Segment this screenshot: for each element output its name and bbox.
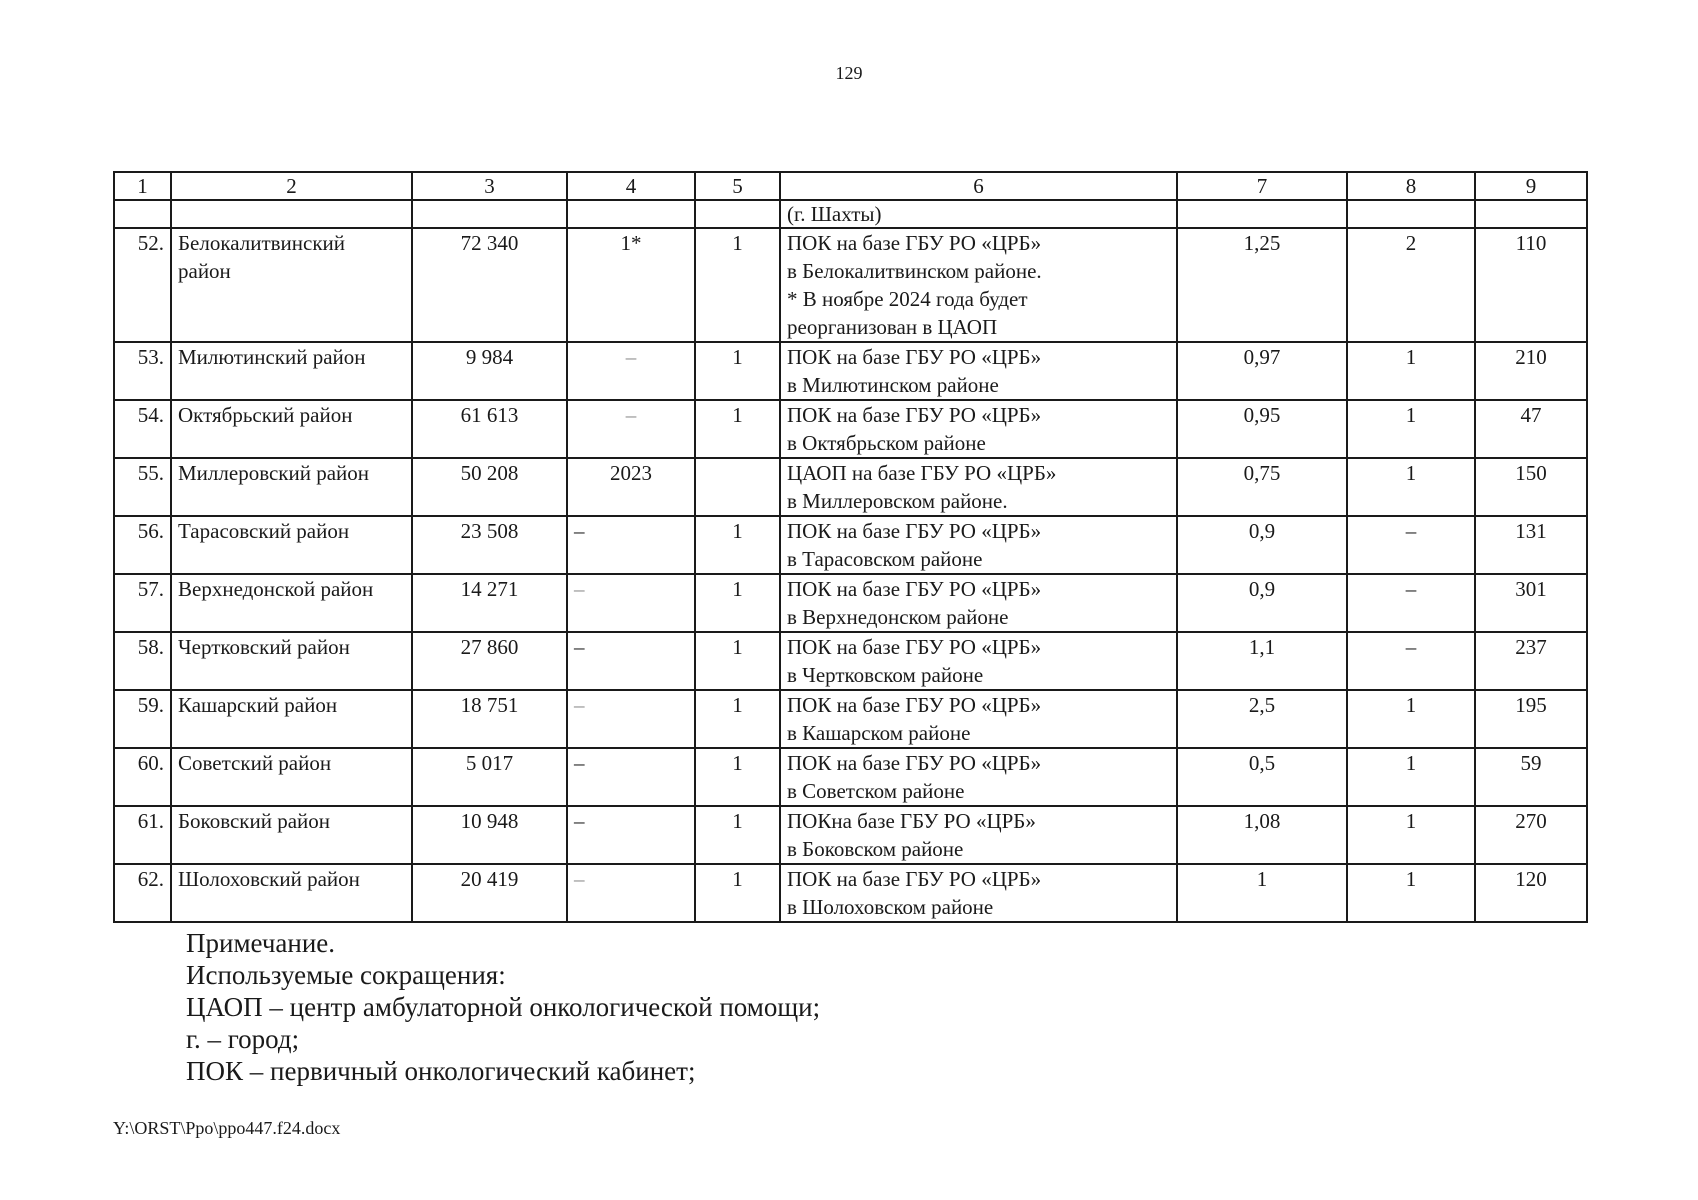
table-cell — [695, 200, 780, 228]
population-cell: 61 613 — [412, 400, 567, 458]
note-block — [186, 927, 820, 1087]
col8-cell: 2 — [1347, 228, 1475, 342]
cell-value: – — [574, 635, 585, 659]
district-cell — [171, 574, 412, 632]
col4-cell — [567, 748, 695, 806]
col5-cell: 1 — [695, 632, 780, 690]
table-cell — [171, 200, 412, 228]
cell-line: Октябрьский район — [178, 403, 353, 427]
cell-value: – — [574, 693, 585, 717]
table-row — [114, 458, 1587, 516]
cell-line: в Советском районе — [787, 779, 965, 803]
header-cell: 7 — [1177, 172, 1347, 200]
col9-cell: 59 — [1475, 748, 1587, 806]
cell-line: в Боковском районе — [787, 837, 964, 861]
row-number-cell: 54. — [114, 400, 171, 458]
cell-line: в Миллеровском районе. — [787, 489, 1008, 513]
col7-cell: 0,75 — [1177, 458, 1347, 516]
cell-line: Белокалитвинский — [178, 231, 346, 255]
col4-cell — [567, 516, 695, 574]
col8-cell: – — [1347, 574, 1475, 632]
table-header-row — [114, 172, 1587, 200]
row-number-cell: 62. — [114, 864, 171, 922]
col8-cell: 1 — [1347, 342, 1475, 400]
header-cell: 4 — [567, 172, 695, 200]
cell-line: в Кашарском районе — [787, 721, 971, 745]
col5-cell: 1 — [695, 342, 780, 400]
col7-cell: 0,9 — [1177, 516, 1347, 574]
col5-cell: 1 — [695, 748, 780, 806]
cell-line: Милютинский район — [178, 345, 366, 369]
population-cell: 50 208 — [412, 458, 567, 516]
col9-cell: 150 — [1475, 458, 1587, 516]
cell-value: – — [625, 345, 637, 369]
col4-cell — [567, 574, 695, 632]
col5-cell: 1 — [695, 806, 780, 864]
note-item: ЦАОП – центр амбулаторной онкологической помощи; — [186, 992, 821, 1022]
district-cell — [171, 228, 412, 342]
table-row — [114, 228, 1587, 342]
table-row — [114, 342, 1587, 400]
col7-cell: 0,97 — [1177, 342, 1347, 400]
col8-cell: – — [1347, 516, 1475, 574]
facility-cell — [780, 864, 1177, 922]
col8-cell: 1 — [1347, 864, 1475, 922]
header-cell: 3 — [412, 172, 567, 200]
cell-value: – — [574, 867, 585, 891]
cell-line: в Тарасовском районе — [787, 547, 983, 571]
row-number-cell: 58. — [114, 632, 171, 690]
row-number-cell: 57. — [114, 574, 171, 632]
col7-cell: 1,08 — [1177, 806, 1347, 864]
district-cell — [171, 458, 412, 516]
facility-cell: (г. Шахты) — [780, 200, 1177, 228]
cell-line: в Чертковском районе — [787, 663, 984, 687]
col5-cell: 1 — [695, 516, 780, 574]
col9-cell: 195 — [1475, 690, 1587, 748]
cell-line: ПОК на базе ГБУ РО «ЦРБ» — [787, 867, 1042, 891]
cell-value: 2023 — [610, 461, 652, 485]
facility-cell — [780, 748, 1177, 806]
col9-cell: 47 — [1475, 400, 1587, 458]
col7-cell: 1,25 — [1177, 228, 1347, 342]
header-cell: 5 — [695, 172, 780, 200]
col8-cell: – — [1347, 632, 1475, 690]
col8-cell: 1 — [1347, 806, 1475, 864]
col4-cell — [567, 632, 695, 690]
col7-cell: 0,5 — [1177, 748, 1347, 806]
col5-cell: 1 — [695, 864, 780, 922]
population-cell: 18 751 — [412, 690, 567, 748]
cell-line: ПОК на базе ГБУ РО «ЦРБ» — [787, 751, 1042, 775]
col9-cell: 301 — [1475, 574, 1587, 632]
cell-line: в Шолоховском районе — [787, 895, 994, 919]
row-number-cell: 59. — [114, 690, 171, 748]
header-cell: 1 — [114, 172, 171, 200]
cell-line: в Милютинском районе — [787, 373, 999, 397]
facility-cell — [780, 574, 1177, 632]
table-row — [114, 516, 1587, 574]
cell-line: реорганизован в ЦАОП — [787, 315, 998, 339]
col4-cell — [567, 400, 695, 458]
table-continuation-row — [114, 200, 1587, 228]
table-cell — [567, 200, 695, 228]
row-number-cell: 53. — [114, 342, 171, 400]
note-intro: Используемые сокращения: — [186, 960, 506, 990]
row-number-cell: 61. — [114, 806, 171, 864]
col5-cell: 1 — [695, 574, 780, 632]
footer-file-path: Y:\ORST\Ppo\ppo447.f24.docx — [113, 1118, 341, 1138]
cell-line: Верхнедонской район — [178, 577, 374, 601]
col5-cell: 1 — [695, 400, 780, 458]
cell-line: * В ноябре 2024 года будет — [787, 287, 1028, 311]
row-number-cell: 52. — [114, 228, 171, 342]
col9-cell: 110 — [1475, 228, 1587, 342]
col9-cell: 270 — [1475, 806, 1587, 864]
table-cell — [1347, 200, 1475, 228]
cell-line: Чертковский район — [178, 635, 350, 659]
table-cell — [1475, 200, 1587, 228]
table-row — [114, 806, 1587, 864]
cell-line: Боковский район — [178, 809, 331, 833]
cell-line: ПОК на базе ГБУ РО «ЦРБ» — [787, 231, 1042, 255]
facility-cell — [780, 400, 1177, 458]
page-number: 129 — [835, 63, 863, 83]
facility-cell — [780, 632, 1177, 690]
district-cell — [171, 806, 412, 864]
district-cell — [171, 516, 412, 574]
col4-cell — [567, 458, 695, 516]
facility-cell — [780, 458, 1177, 516]
oncology-facilities-table — [113, 171, 1588, 923]
cell-line: район — [178, 259, 231, 283]
cell-line: ПОКна базе ГБУ РО «ЦРБ» — [787, 809, 1036, 833]
header-cell: 2 — [171, 172, 412, 200]
col7-cell: 2,5 — [1177, 690, 1347, 748]
table-cell — [114, 200, 171, 228]
row-number-cell: 60. — [114, 748, 171, 806]
cell-line: Кашарский район — [178, 693, 338, 717]
cell-line: Шолоховский район — [178, 867, 360, 891]
cell-line: ПОК на базе ГБУ РО «ЦРБ» — [787, 635, 1042, 659]
cell-value: – — [574, 519, 585, 543]
facility-cell — [780, 806, 1177, 864]
cell-value: – — [574, 809, 585, 833]
cell-line: ПОК на базе ГБУ РО «ЦРБ» — [787, 577, 1042, 601]
col4-cell — [567, 342, 695, 400]
facility-cell — [780, 342, 1177, 400]
table-row — [114, 690, 1587, 748]
col7-cell: 1 — [1177, 864, 1347, 922]
table-cell — [1177, 200, 1347, 228]
table-cell — [412, 200, 567, 228]
col8-cell: 1 — [1347, 458, 1475, 516]
note-title: Примечание. — [186, 928, 336, 958]
cell-line: ПОК на базе ГБУ РО «ЦРБ» — [787, 403, 1042, 427]
col5-cell: 1 — [695, 690, 780, 748]
cell-line: ПОК на базе ГБУ РО «ЦРБ» — [787, 693, 1042, 717]
col8-cell: 1 — [1347, 690, 1475, 748]
col8-cell: 1 — [1347, 400, 1475, 458]
col7-cell: 0,9 — [1177, 574, 1347, 632]
cell-line: Тарасовский район — [178, 519, 350, 543]
col9-cell: 120 — [1475, 864, 1587, 922]
cell-line: в Белокалитвинском районе. — [787, 259, 1042, 283]
district-cell — [171, 632, 412, 690]
table-row — [114, 864, 1587, 922]
district-cell — [171, 400, 412, 458]
district-cell — [171, 690, 412, 748]
table-row — [114, 400, 1587, 458]
facility-cell — [780, 228, 1177, 342]
population-cell: 23 508 — [412, 516, 567, 574]
cell-value: – — [574, 577, 585, 601]
col8-cell: 1 — [1347, 748, 1475, 806]
header-cell: 6 — [780, 172, 1177, 200]
district-cell — [171, 864, 412, 922]
table-row — [114, 632, 1587, 690]
note-item: ПОК – первичный онкологический кабинет; — [186, 1056, 696, 1086]
col7-cell: 0,95 — [1177, 400, 1347, 458]
district-cell — [171, 748, 412, 806]
cell-value: 1* — [620, 231, 642, 255]
col5-cell: 1 — [695, 228, 780, 342]
col9-cell: 131 — [1475, 516, 1587, 574]
population-cell: 20 419 — [412, 864, 567, 922]
table-row — [114, 574, 1587, 632]
col4-cell — [567, 228, 695, 342]
col4-cell — [567, 864, 695, 922]
district-cell — [171, 342, 412, 400]
population-cell: 9 984 — [412, 342, 567, 400]
col4-cell — [567, 690, 695, 748]
col9-cell: 210 — [1475, 342, 1587, 400]
note-item: г. – город; — [186, 1024, 300, 1054]
cell-line: ПОК на базе ГБУ РО «ЦРБ» — [787, 345, 1042, 369]
population-cell: 72 340 — [412, 228, 567, 342]
population-cell: 14 271 — [412, 574, 567, 632]
col4-cell — [567, 806, 695, 864]
population-cell: 10 948 — [412, 806, 567, 864]
cell-line: ЦАОП на базе ГБУ РО «ЦРБ» — [787, 461, 1057, 485]
row-number-cell: 56. — [114, 516, 171, 574]
population-cell: 27 860 — [412, 632, 567, 690]
cell-line: в Октябрьском районе — [787, 431, 986, 455]
facility-cell — [780, 516, 1177, 574]
col9-cell: 237 — [1475, 632, 1587, 690]
cell-line: ПОК на базе ГБУ РО «ЦРБ» — [787, 519, 1042, 543]
col7-cell: 1,1 — [1177, 632, 1347, 690]
header-cell: 8 — [1347, 172, 1475, 200]
cell-line: в Верхнедонском районе — [787, 605, 1009, 629]
header-cell: 9 — [1475, 172, 1587, 200]
table-row — [114, 748, 1587, 806]
row-number-cell: 55. — [114, 458, 171, 516]
cell-value: – — [574, 751, 585, 775]
col5-cell — [695, 458, 780, 516]
facility-cell — [780, 690, 1177, 748]
cell-line: Миллеровский район — [178, 461, 370, 485]
population-cell: 5 017 — [412, 748, 567, 806]
cell-line: Советский район — [178, 751, 332, 775]
cell-value: – — [625, 403, 637, 427]
